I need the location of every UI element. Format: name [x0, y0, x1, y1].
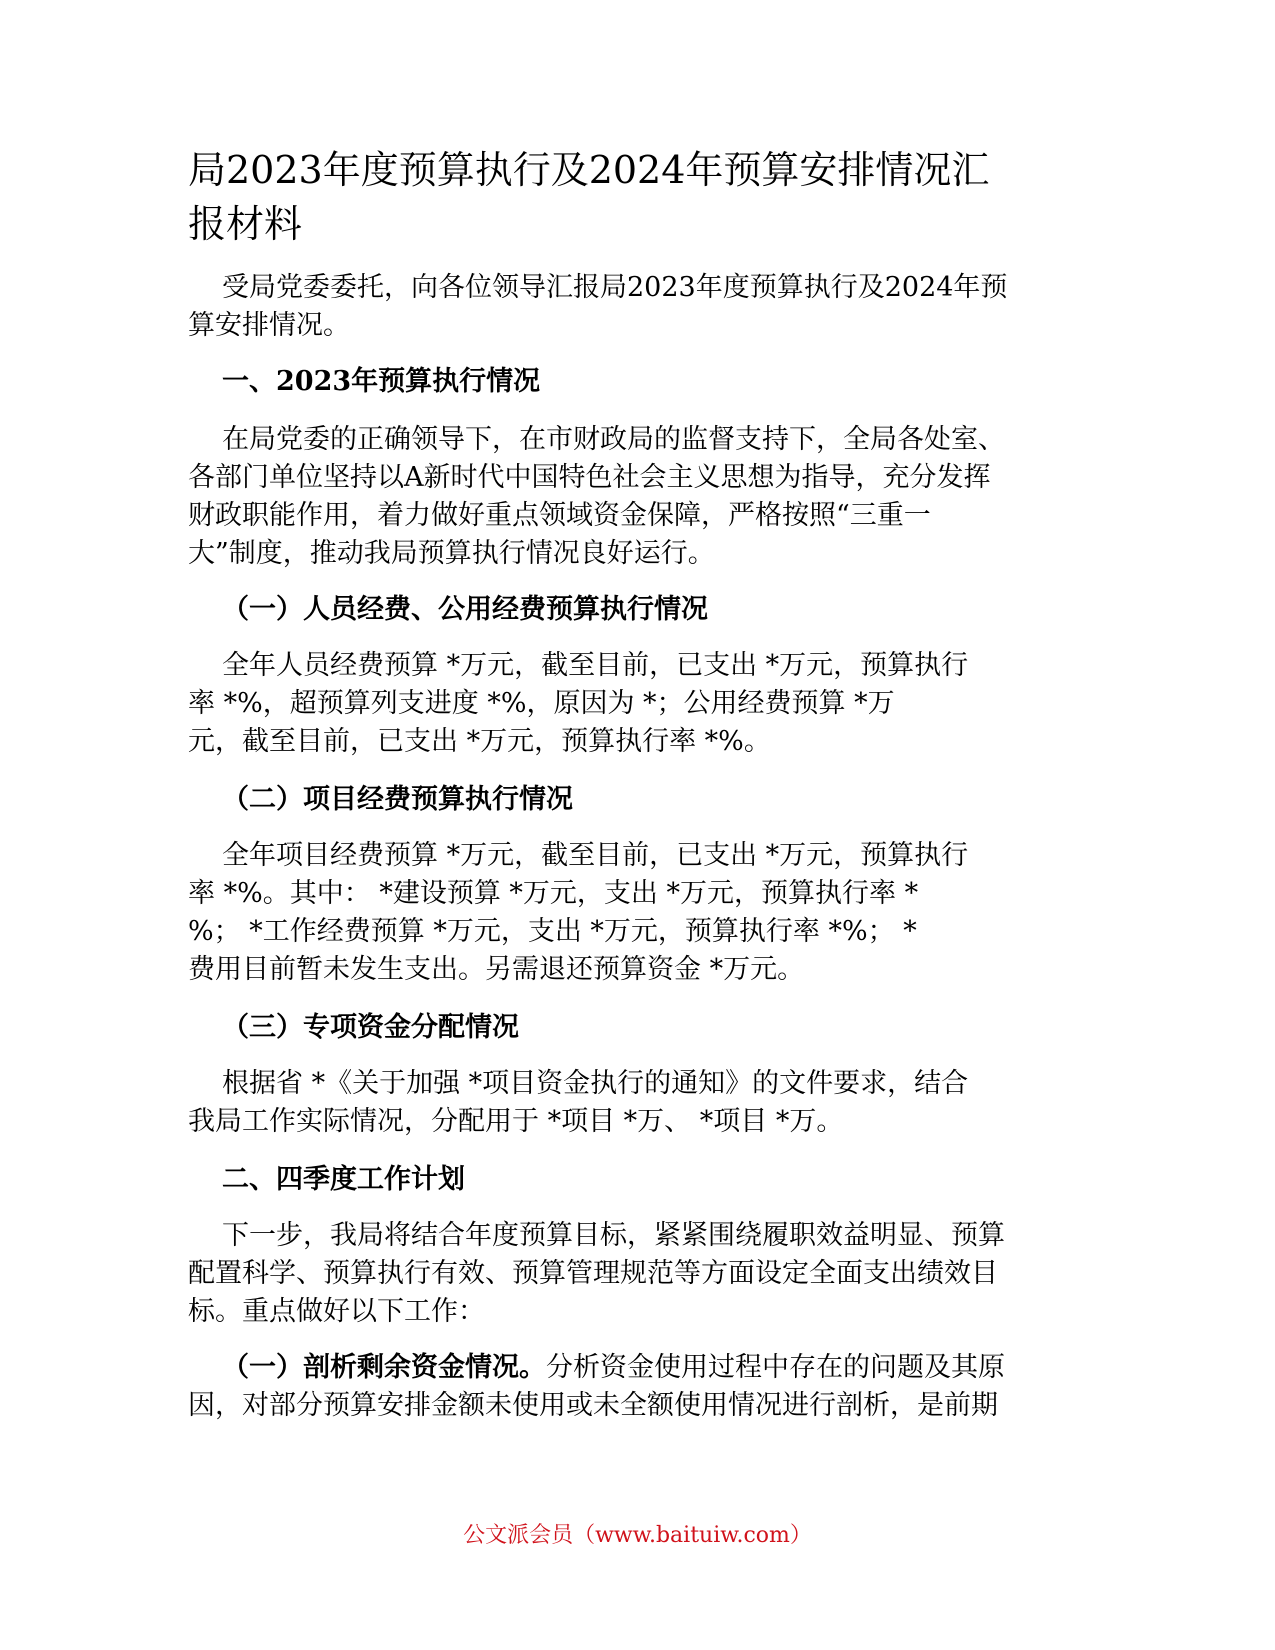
paragraph-line: 率 *%，超预算列支进度 *%，原因为 *；公用经费预算 *万 [188, 688, 895, 719]
section-heading-1: 一、2023年预算执行情况 [222, 366, 541, 397]
paragraph-line: 标。重点做好以下工作： [188, 1296, 485, 1327]
work-item-text: 分析资金使用过程中存在的问题及其原 [546, 1352, 1005, 1383]
paragraph-line: 各部门单位坚持以A新时代中国特色社会主义思想为指导，充分发挥 [188, 462, 991, 493]
paragraph-line: 根据省 *《关于加强 *项目资金执行的通知》的文件要求，结合 [222, 1068, 969, 1099]
paragraph-line: 财政职能作用，着力做好重点领域资金保障，严格按照“三重一 [188, 500, 931, 531]
document-title-line-2: 报材料 [188, 202, 303, 246]
paragraph-line: 下一步，我局将结合年度预算目标，紧紧围绕履职效益明显、预算 [222, 1220, 1005, 1251]
document-title-line-1: 局2023年度预算执行及2024年预算安排情况汇 [188, 148, 990, 192]
paragraph-line: 配置科学、预算执行有效、预算管理规范等方面设定全面支出绩效目 [188, 1258, 998, 1289]
subsection-heading-3: （三）专项资金分配情况 [222, 1012, 519, 1043]
paragraph-line: 因，对部分预算安排金额未使用或未全额使用情况进行剖析，是前期 [188, 1390, 998, 1421]
work-item-line [222, 1348, 1005, 1388]
subsection-heading-2: （二）项目经费预算执行情况 [222, 784, 573, 815]
paragraph-line: 我局工作实际情况，分配用于 *项目 *万、 *项目 *万。 [188, 1106, 844, 1137]
paragraph-line: 大”制度，推动我局预算执行情况良好运行。 [188, 538, 715, 569]
paragraph-line: 在局党委的正确领导下，在市财政局的监督支持下，全局各处室、 [222, 424, 1005, 455]
intro-line-1: 受局党委委托，向各位领导汇报局2023年度预算执行及2024年预 [222, 272, 1008, 303]
paragraph-line: 费用目前暂未发生支出。另需退还预算资金 *万元。 [188, 954, 805, 985]
section-heading-2: 二、四季度工作计划 [222, 1164, 465, 1195]
paragraph-line: %； *工作经费预算 *万元，支出 *万元，预算执行率 *%； * [188, 916, 917, 947]
paragraph-line: 元，截至目前，已支出 *万元，预算执行率 *%。 [188, 726, 771, 757]
paragraph-line: 率 *%。其中： *建设预算 *万元，支出 *万元，预算执行率 * [188, 878, 919, 909]
footer-watermark: 公文派会员（www.baituiw.com） [463, 1523, 812, 1548]
subsection-heading-1: （一）人员经费、公用经费预算执行情况 [222, 594, 708, 625]
paragraph-line: 全年项目经费预算 *万元，截至目前，已支出 *万元，预算执行 [222, 840, 969, 871]
intro-line-2: 算安排情况。 [188, 310, 350, 341]
work-item-label: （一）剖析剩余资金情况。 [222, 1352, 546, 1383]
paragraph-line: 全年人员经费预算 *万元，截至目前，已支出 *万元，预算执行 [222, 650, 969, 681]
